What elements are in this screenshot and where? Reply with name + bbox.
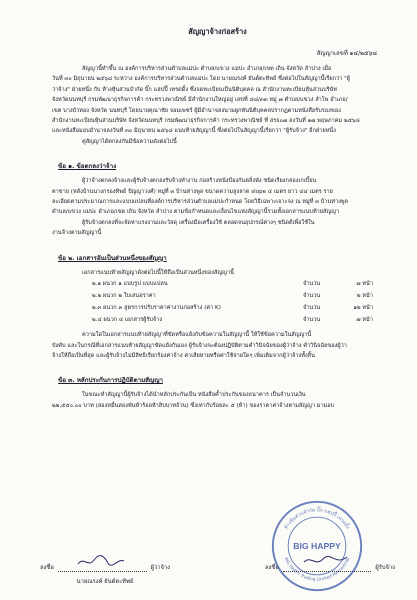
section-2-heading: ข้อ ๒. เอกสารอันเป็นส่วนหนึ่งของสัญญา <box>58 254 167 262</box>
attachment-row <box>52 314 383 326</box>
sign-role: ผู้รับจ้าง <box>375 565 395 571</box>
section-line: บังคับ และในกรณีที่เอกสารแนบท้ายสัญญาขัดแย้งกันเอง ผู้รับจ้างจะต้องปฏิบัติตามคำวินิจฉัยของผู้ว่าจ้าง คำวินิจฉัยของผู้ว่า <box>52 342 347 349</box>
section-line: ผู้ว่าจ้างตกลงจ้างและผู้รับจ้างตกลงรับจ้างทำงาน ก่อสร้างหนังป้องกันตลิ่งพัง ชนิดเรียงกล่องเกเบี้ยน <box>82 178 317 185</box>
section-line: ละเอียดตามประมาณการและแบบแปลนที่องค์การบริหารส่วนตำบลแม่ปะกำหนด โดยวิธีเฉพาะเจาะจง ณ หมู่ที่ ๓ บ้านห่างพูล <box>52 199 348 206</box>
section-2-body <box>52 268 383 362</box>
attachment-pages: ๗ หน้า <box>356 281 373 288</box>
intro-line: วันที่ ๓๐ มิถุนายน ๒๕๖๘ ระหว่าง องค์การบริหารส่วนตำบลแม่ปะ โดย นายณรงค์ ยันต์ตะทิพย์ ซึ่งต่อไปในสัญญานี้เรียกว่า "ผู้ <box>52 76 350 83</box>
attachment-count-label: จำนวน <box>303 293 321 300</box>
section-line: งานจ้างตามสัญญานี้ <box>52 230 102 237</box>
contract-number: สัญญาเลขที่ ๑๔/๒๕๖๘ <box>316 50 377 57</box>
attachment-label: ๒.๒ ผนวก ๒ ใบเสนอราคา <box>92 293 156 300</box>
attachment-pages: ๒ หน้า <box>356 293 373 300</box>
attachment-pages: ๑๒ หน้า <box>353 305 373 312</box>
section-line: ความใดในเอกสารแนบท้ายสัญญาที่ขัดหรือแย้งกับข้อความในสัญญานี้ ให้ใช้ข้อความในสัญญานี้ <box>82 332 312 339</box>
section-1-heading: ข้อ ๑. ข้อตกลงว่าจ้าง <box>58 163 117 171</box>
stamp-ring-text-en: BIG HAPPY Trading Limited Partnership <box>282 557 352 583</box>
company-stamp-icon <box>269 498 365 594</box>
section-line: ผู้รับจ้างตกลงที่จะจัดหาแรงงานและวัสดุ เครื่องมือเครื่องใช้ ตลอดจนอุปกรณ์ต่างๆ ชนิดดีเพื่อใช้ใน <box>82 219 315 226</box>
section-line: เอกสารแนบท้ายสัญญาดังต่อไปนี้ให้ถือเป็นส่วนหนึ่งของสัญญานี้ <box>82 269 234 276</box>
intro-line: และหนังสือมอบอำนาจลงวันที่ ๓๐ มิถุนายน ๒๕๖๘ แนบท้ายสัญญานี้ ซึ่งต่อไปในสัญญานี้เรียกว่า "ผู้รับจ้าง" อีกฝ่ายหนึ่ง <box>52 128 336 135</box>
section-line: ตาข่าย (หลังบ้านนางกรองทิพย์ ปัญญาวงศ์) หมู่ที่ ๓ บ้านห่างพูล ขนาดความสูงลาด slope ๔ เมตร ยาว ๔๔ เมตร ราย <box>52 188 333 195</box>
section-line: ในขณะทำสัญญานี้ผู้รับจ้างได้นำหลักประกันเป็น หนังสือค้ำประกันของธนาคาร เป็นจำนวนเงิน <box>82 392 306 399</box>
intro-line: คู่สัญญาได้ตกลงกันมีข้อความดังต่อไปนี้ <box>82 138 177 145</box>
section-line: ตำบล/แขวง แม่ปะ อำเภอ/เขต เถิน จังหวัด ลำปาง ตามข้อกำหนดและเงื่อนไขแห่งสัญญานี้รวมทั้งเอกสารแนบท้ายสัญญา <box>52 209 340 216</box>
stamp-ring-text: ห้างหุ้นส่วนจำกัด บิ๊ก แฮปปี้ เทรดดิ้ง <box>284 508 350 531</box>
employer-signature <box>40 562 170 586</box>
section-3-heading: ข้อ ๓. หลักประกันการปฏิบัติตามสัญญา <box>58 377 163 385</box>
document-title: สัญญาจ้างก่อสร้าง <box>188 27 247 36</box>
sign-prefix: ลงชื่อ <box>40 565 54 571</box>
section-1-body <box>52 176 383 238</box>
section-line: ๒๒,๕๕๐.๐๐ บาท (สองหมื่นสองพันห้าร้อยห้าสิบบาทถ้วน) ซึ่งเท่ากับร้อยละ ๕ (ห้า) ของราคาค่าจ้างตามสัญญา มามอบ <box>52 402 335 409</box>
intro-line: ว่าจ้าง" ฝ่ายหนึ่ง กับ ห้างหุ้นส่วนจำกัด บิ๊ก แฮปปี้ เทรดดิ้ง ซึ่งจดทะเบียนเป็นนิติบุคคล ณ สำนักงานทะเบียนหุ้นส่วนบริษัท <box>52 86 338 93</box>
signer-name: นายณรงค์ ยันต์ตะทิพย์ <box>76 579 134 585</box>
handwritten-signature-icon <box>76 554 126 568</box>
sign-role: ผู้ว่าจ้าง <box>150 565 170 571</box>
attachment-pages: ๗ หน้า <box>356 317 373 324</box>
intro-line: จังหวัดนนทบุรี กรมพัฒนาธุรกิจการค้า กระทรวงพาณิชย์ มีสำนักงานใหญ่อยู่ เลขที่ ๘๘/๓๓ หมู่ ๗ ตำบล/แขวง ลำโพ อำเภอ/ <box>52 97 348 104</box>
signature-line <box>58 562 147 572</box>
attachment-count-label: จำนวน <box>303 305 321 312</box>
attachment-count-label: จำนวน <box>303 317 321 324</box>
stamp-brand: BIG HAPPY <box>293 540 341 551</box>
attachment-row <box>52 290 383 302</box>
sign-prefix: ลงชื่อ <box>265 565 279 571</box>
intro-line: สัญญานี้ทำขึ้น ณ องค์การบริหารส่วนตำบลแม่ปะ ตำบล/แขวง แม่ปะ อำเภอ/เขต เถิน จังหวัด ลำปาง เมื่อ <box>82 66 332 72</box>
intro-line: เขต บางบัวทอง จังหวัด นนทบุรี โดยนายคุณาชัย จอมเพชร์ ผู้มีอำนาจลงนามผูกพันนิติบุคคลปรากฏตามหนังสือรับรองของ <box>52 107 341 114</box>
svg-text:BIG HAPPY Trading Limited Part <box>283 557 352 583</box>
attachment-label: ๒.๑ ผนวก ๑ แบบรูป แบบแปลน <box>92 281 168 288</box>
intro-paragraph <box>52 64 383 147</box>
attachment-row <box>52 302 383 314</box>
intro-line: สำนักงานทะเบียนหุ้นส่วนบริษัท จังหวัดนนทบุรี กรมพัฒนาธุรกิจการค้า กระทรวงพาณิชย์ ที่ สรธ๐๗ ลงวันที่ ๑๗ พฤษภาคม ๒๕๖๘ <box>52 118 360 125</box>
attachment-row <box>52 278 383 290</box>
attachment-label: ๒.๔ ผนวก ๔ เอกสารผู้รับจ้าง <box>92 317 163 324</box>
section-3-body <box>52 390 383 411</box>
attachment-label: ๒.๓ ผนวก ๓ สูตรการปรับราคาค่างานก่อสร้าง (ค่า K) <box>92 305 221 312</box>
section-line: จ้างให้ถือเป็นที่สุด และผู้รับจ้างไม่มีสิทธิเรียกร้องค่าจ้าง ค่าเสียหายหรือค่าใช้จ่ายใดๆ เพิ่มเติมจากผู้ว่าจ้างทั้งสิ้น <box>52 352 315 359</box>
attachment-count-label: จำนวน <box>303 281 321 288</box>
